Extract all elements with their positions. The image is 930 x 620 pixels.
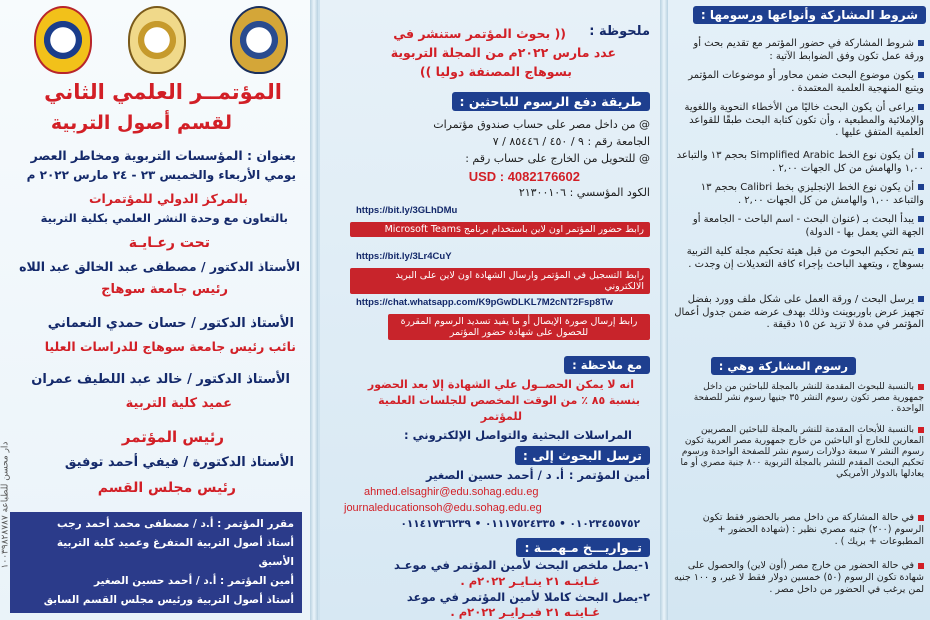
whatsapp-link[interactable]: https://chat.whatsapp.com/K9pGwDLKL7M2cNT2Fsp8Tw [356, 297, 613, 308]
fees-payment-header: طريقة دفع الرسوم للباحثين : [452, 92, 650, 111]
conference-subtitle: لقسم أصول التربية [50, 112, 232, 134]
receipt-caption-line-1: رابط إرسال صورة الإيصال أو ما يفيد تسديد الرسوم المقررة [400, 316, 638, 327]
condition-item: يتم تحكيم البحوث من قبل هيئة تحكيم مجلة كلية التربية بسوهاج ، ويتعهد الباحث بإجراء كافة التعديلات إن وجدت . [686, 246, 924, 270]
department-logo [34, 6, 92, 74]
conference-head-name: الأستاذ الدكتورة / فيفي أحمد توفيق [64, 455, 294, 470]
important-dates-header: تــواريـــخ مـهمــة : [516, 538, 650, 557]
condition-item: يبدأ البحث بـ (عنوان البحث - اسم الباحث - الجامعة أو الجهة التي يعمل بها - الدولة) [692, 214, 924, 238]
receipt-link-caption [388, 314, 650, 340]
fee-item: في حالة المشاركة من داخل مصر بالحضور فقط تكون الرسوم (٢٠٠) جنيه مصري نظير : (شهادة الحضور + المطبوعات + بريك ) . [702, 512, 924, 547]
organizer-1: مقرر المؤتمر : أ.د / مصطفى محمد أحمد رجب [57, 518, 294, 530]
organizer-2: أمين المؤتمر : أ.د / أحمد حسين الصغير [93, 575, 294, 587]
condition-item: يكون موضوع البحث ضمن محاور أو موضوعات المؤتمر ويتبع المنهجية العلمية المعتمدة . [688, 70, 924, 94]
conference-dates: يومي الأربعاء والخميس ٢٣ - ٢٤ مارس ٢٠٢٢ م [26, 168, 296, 182]
conditions-header: شروط المشاركة وأنواعها ورسومها : [693, 6, 926, 24]
bullet-icon [918, 384, 924, 390]
conference-coop: بالتعاون مع وحدة النشر العلمي بكلية التربية [40, 211, 288, 225]
date-2-line-1: ٢-يصل البحث كاملا لأمين المؤتمر في موعد [406, 590, 650, 604]
bullet-icon [918, 248, 924, 254]
patron-3-name: الأستاذ الدكتور / خالد عبد اللطيف عمران [31, 372, 290, 387]
condition-item: يرسل البحث / ورقة العمل على شكل ملف وورد بفضل تجهيز عرض باوربوينت وذلك بهدف عرضه ضمن جدول أعمال المؤتمر في مدة لا تزيد عن ١٥ دقيقة . [674, 294, 924, 330]
fold-line [660, 0, 668, 620]
fee-item: بالنسبة للأبحاث المقدمة للنشر بالمجلة للباحثين المصريين المعارين للخارج أو الباحثين من خارج جمهورية مصر العربية تكون رسوم النشر ٧ سبعة دولارات رسوم نشر للصفحة الواحدة ورسوم تحكيم البحث المقدم للنشر بالمجلة التربوية ٨٠٠ جنية مصري أو ما يعادلها بالدولار الأمريكي [680, 425, 924, 479]
left-panel [0, 0, 310, 620]
conference-head-label: رئيس المؤتمر [121, 428, 224, 446]
university-logo [230, 6, 288, 74]
condition-item: شروط المشاركة في حضور المؤتمر مع تقديم بحث أو ورقة عمل تكون وفق الضوابط الآتية : [693, 38, 924, 62]
date-1-line-2: غـايتـه ٢١ ينـايـر ٢٠٢٢م . [460, 574, 600, 588]
bullet-icon [918, 40, 924, 46]
bullet-icon [918, 515, 924, 521]
fees-abroad: @ للتحويل من الخارج على حساب رقم : [465, 152, 650, 165]
conference-head-role: رئيس مجلس القسم [97, 480, 236, 496]
patron-2-name: الأستاذ الدكتور / حسان حمدي النعماني [47, 316, 294, 331]
notes-line-1: انه لا يمكن الحصــول علي الشهادة إلا بعد الحضور [367, 378, 634, 391]
email-1[interactable]: ahmed.elsaghir@edu.sohag.edu.eg [364, 486, 539, 498]
bullet-icon [918, 296, 924, 302]
conference-venue: بالمركز الدولي للمؤتمرات [88, 191, 248, 206]
fees-local-2: الجامعة رقم : ٩ / ٤٥٠ / ٨٥٤٤٦ / ٧ [492, 135, 650, 148]
bullet-icon [918, 184, 924, 190]
bullet-icon [918, 216, 924, 222]
bullet-icon [918, 427, 924, 433]
bullet-icon [918, 152, 924, 158]
secretary-label: أمين المؤتمر : [568, 468, 650, 482]
phone-numbers: ٠١٠٢٣٤٥٥٧٥٢ • ٠١١١٧٥٢٤٣٣٥ • ٠١١٤١٧٣٦٢٣٩ [400, 518, 640, 530]
registration-link[interactable]: https://bit.ly/3Lr4CuY [356, 251, 452, 262]
bullet-icon [918, 72, 924, 78]
secretary-name: أ. د / أحمد حسين الصغير [426, 468, 564, 482]
teams-link[interactable]: https://bit.ly/3GLhDMu [356, 205, 458, 216]
condition-item: يراعى أن يكون البحث خاليًا من الأخطاء النحوية واللغوية والإملائية والمطبعية ، وأن تكون كتابة البحث طبقًا للقواعد العلمية المتفق عليها . [684, 102, 924, 138]
patronage-heading: تحت رعـايـة [128, 235, 210, 251]
organizers-box [10, 512, 302, 613]
note-label: ملحوظة : [589, 24, 650, 39]
right-panel [668, 0, 930, 620]
date-1-line-1: ١-يصل ملخص البحث لأمين المؤتمر في موعـد [394, 558, 650, 572]
bullet-icon [918, 104, 924, 110]
participation-fees-header: رسوم المشاركة وهي : [711, 357, 856, 375]
conference-subject: بعنوان : المؤسسات التربوية ومخاطر العصر [30, 148, 296, 163]
fees-local-1: @ من داخل مصر على حساب صندوق مؤتمرات [433, 118, 650, 131]
fold-line [310, 0, 318, 620]
condition-item: أن يكون نوع الخط الإنجليزي بخط Calibri بحجم ١٣ والتباعد ١,٠٠ والهامش من كل الجهات ٢,٠٠ . [700, 182, 924, 206]
note-text-2: عدد مارس ٢٠٢٢م من المجلة التربوية [390, 45, 616, 60]
patron-1-role: رئيس جامعة سوهاج [101, 282, 228, 297]
date-2-line-2: غـايتـه ٢١ فبـرايـر ٢٠٢٢م . [450, 605, 600, 619]
patron-2-role: نائب رئيس جامعة سوهاج للدراسات العليا [44, 339, 296, 354]
email-2[interactable]: journaleducationsoh@edu.sohag.edu.eg [344, 502, 542, 514]
note-text-1: (( بحوث المؤتمر ستنشر في [393, 26, 566, 41]
registration-link-caption: رابط التسجيل في المؤتمر وارسال الشهادة اون لاين على البريد الالكتروني [350, 268, 650, 294]
patron-1-name: الأستاذ الدكتور / مصطفى عبد الخالق عبد اللاه [19, 259, 300, 274]
usd-account: USD : 4082176602 [468, 169, 580, 184]
teams-link-caption: رابط حضور المؤتمر اون لاين باستخدام برنامج Microsoft Teams [350, 222, 650, 237]
conference-title: المؤتمــر العلمي الثاني [44, 80, 282, 104]
receipt-caption-line-2: للحصول على شهادة حضور المؤتمر [449, 327, 589, 338]
printer-credit: دار محسن للطباعة ١٠٠٣٩٨٢٨٧٨٧ [0, 441, 11, 569]
notes-line-3: للمؤتمر [480, 410, 522, 423]
send-papers-header: ترسل البحوث إلى : [515, 446, 650, 465]
institution-code: الكود المؤسسي : ٢١٣٠٠١٠٦ [518, 186, 650, 199]
middle-panel [320, 0, 660, 620]
fee-item: في حالة الحضور من خارج مصر (أون لاين) والحصول على شهادة تكون الرسوم (٥٠) خمسين دولار فقط لا غير، و ١٠٠ جنيه لمن يرغب في الحضور من داخل مصر . [674, 560, 924, 595]
bullet-icon [918, 563, 924, 569]
note-text-3: بسوهاج المصنفة دوليا )) [419, 64, 572, 79]
fee-item: بالنسبة للبحوث المقدمة للنشر بالمجلة للباحثين من داخل جمهورية مصر تكون رسوم النشر ٣٥ جنيها رسوم نشر للصفحة الواحدة . [693, 382, 924, 414]
organizer-1-title: أستاذ أصول التربية المتفرغ وعميد كلية التربية الأسبق [56, 537, 294, 568]
faculty-logo [128, 6, 186, 74]
patron-3-role: عميد كلية التربية [125, 396, 232, 411]
condition-item: أن يكون نوع الخط Simplified Arabic بحجم ١٣ والتباعد ١,٠٠ والهامش من كل الجهات ٢,٠٠ . [676, 150, 924, 174]
notes-line-2: بنسبة ٨٥ ٪ من الوقت المخصص للجلسات العلمية [378, 394, 640, 407]
correspondence-label: المراسلات البحثية والتواصل الإلكتروني : [404, 428, 632, 442]
organizer-2-title: أستاذ أصول التربية ورئيس مجلس القسم السابق [43, 594, 294, 606]
notes-header: مع ملاحظة : [564, 356, 650, 374]
